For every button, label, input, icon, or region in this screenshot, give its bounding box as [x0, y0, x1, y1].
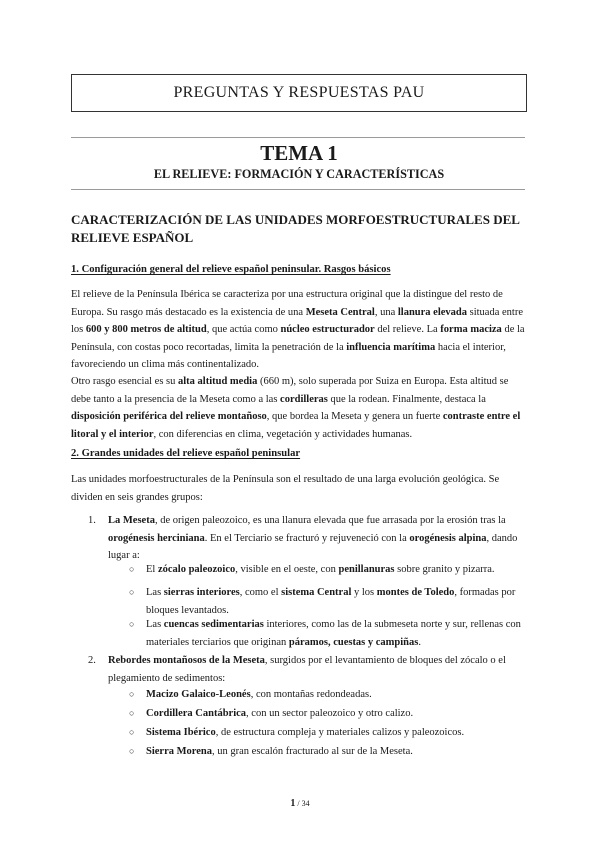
- list-item: 1. La Meseta, de origen paleozoico, es una llanura elevada que fue arrasada por la erosión tras la orogénesis herciniana. En el Terciario se fracturó y rejuveneció con la orogénesis alpina, dando lugar a:: [108, 512, 528, 565]
- list-item: ○ Macizo Galaico-Leonés, con montañas redondeadas.: [146, 686, 528, 704]
- tema-title: TEMA 1: [260, 141, 338, 165]
- list-item: ○ El zócalo paleozoico, visible en el oeste, con penillanuras sobre granito y pizarra.: [146, 561, 528, 579]
- paragraph-1: El relieve de la Península Ibérica se caracteriza por una estructura original que la distingue del resto de Europa. Su rasgo más destacado es la existencia de una Meseta Central, una llanura elevada situada entre los 600 y 800 metros de altitud, que actúa como núcleo estructurador del relieve. La forma maciza de la Península, con costas poco recortadas, limita la penetración de la influencia marítima hacia el interior, favoreciendo un clima más continentalizado.: [71, 289, 525, 370]
- header-box: [71, 74, 527, 112]
- header-label: PREGUNTAS Y RESPUESTAS PAU: [173, 84, 425, 101]
- circle-bullet-icon: ○: [129, 689, 135, 699]
- page-current: 1: [290, 798, 296, 809]
- page-number: [0, 798, 600, 809]
- list-item: 2. Rebordes montañosos de la Meseta, surgidos por el levantamiento de bloques del zócalo o el plegamiento de sedimentos:: [108, 652, 528, 687]
- circle-bullet-icon: ○: [129, 564, 135, 574]
- list-item: ○ Sistema Ibérico, de estructura compleja y materiales calizos y paleozoicos.: [146, 724, 528, 742]
- section-title: CARACTERIZACIÓN DE LAS UNIDADES MORFOESTRUCTURALES DEL RELIEVE ESPAÑOL: [71, 212, 520, 245]
- page-total: / 34: [295, 799, 310, 808]
- list-item: ○ Las sierras interiores, como el sistema Central y los montes de Toledo, formadas por bloques levantados.: [146, 584, 528, 619]
- circle-bullet-icon: ○: [129, 727, 135, 737]
- list-number: 1.: [88, 515, 96, 526]
- divider-bottom: [71, 189, 525, 190]
- list-item: ○ Las cuencas sedimentarias interiores, como las de la submeseta norte y sur, rellenas con materiales terciarios que originan páramos, cuestas y campiñas.: [146, 616, 528, 651]
- subsection-title-2: 2. Grandes unidades del relieve español peninsular: [71, 448, 301, 459]
- list-item: ○ Cordillera Cantábrica, con un sector paleozoico y otro calizo.: [146, 705, 528, 723]
- divider-top: [71, 137, 525, 138]
- circle-bullet-icon: ○: [129, 708, 135, 718]
- list-number: 2.: [88, 655, 96, 666]
- paragraph-2: Otro rasgo esencial es su alta altitud media (660 m), solo superada por Suiza en Europa. Esta altitud se debe tanto a la presencia de la Meseta como a las cordilleras que la rodean. Finalmente, destaca la disposición periférica del relieve montañoso, que bordea la Meseta y genera un fuerte contraste entre el litoral y el interior, con diferencias en clima, vegetación y actividades humanas.: [71, 376, 521, 440]
- paragraph-3: Las unidades morfoestructurales de la Península son el resultado de una larga evolución geológica. Se dividen en seis grandes grupos:: [71, 474, 500, 503]
- list-item: ○ Sierra Morena, un gran escalón fracturado al sur de la Meseta.: [146, 743, 528, 761]
- circle-bullet-icon: ○: [129, 746, 135, 756]
- subsection-title-1: 1. Configuración general del relieve español peninsular. Rasgos básicos: [71, 264, 391, 275]
- tema-subtitle: EL RELIEVE: FORMACIÓN Y CARACTERÍSTICAS: [153, 167, 445, 181]
- circle-bullet-icon: ○: [129, 619, 135, 629]
- circle-bullet-icon: ○: [129, 587, 135, 597]
